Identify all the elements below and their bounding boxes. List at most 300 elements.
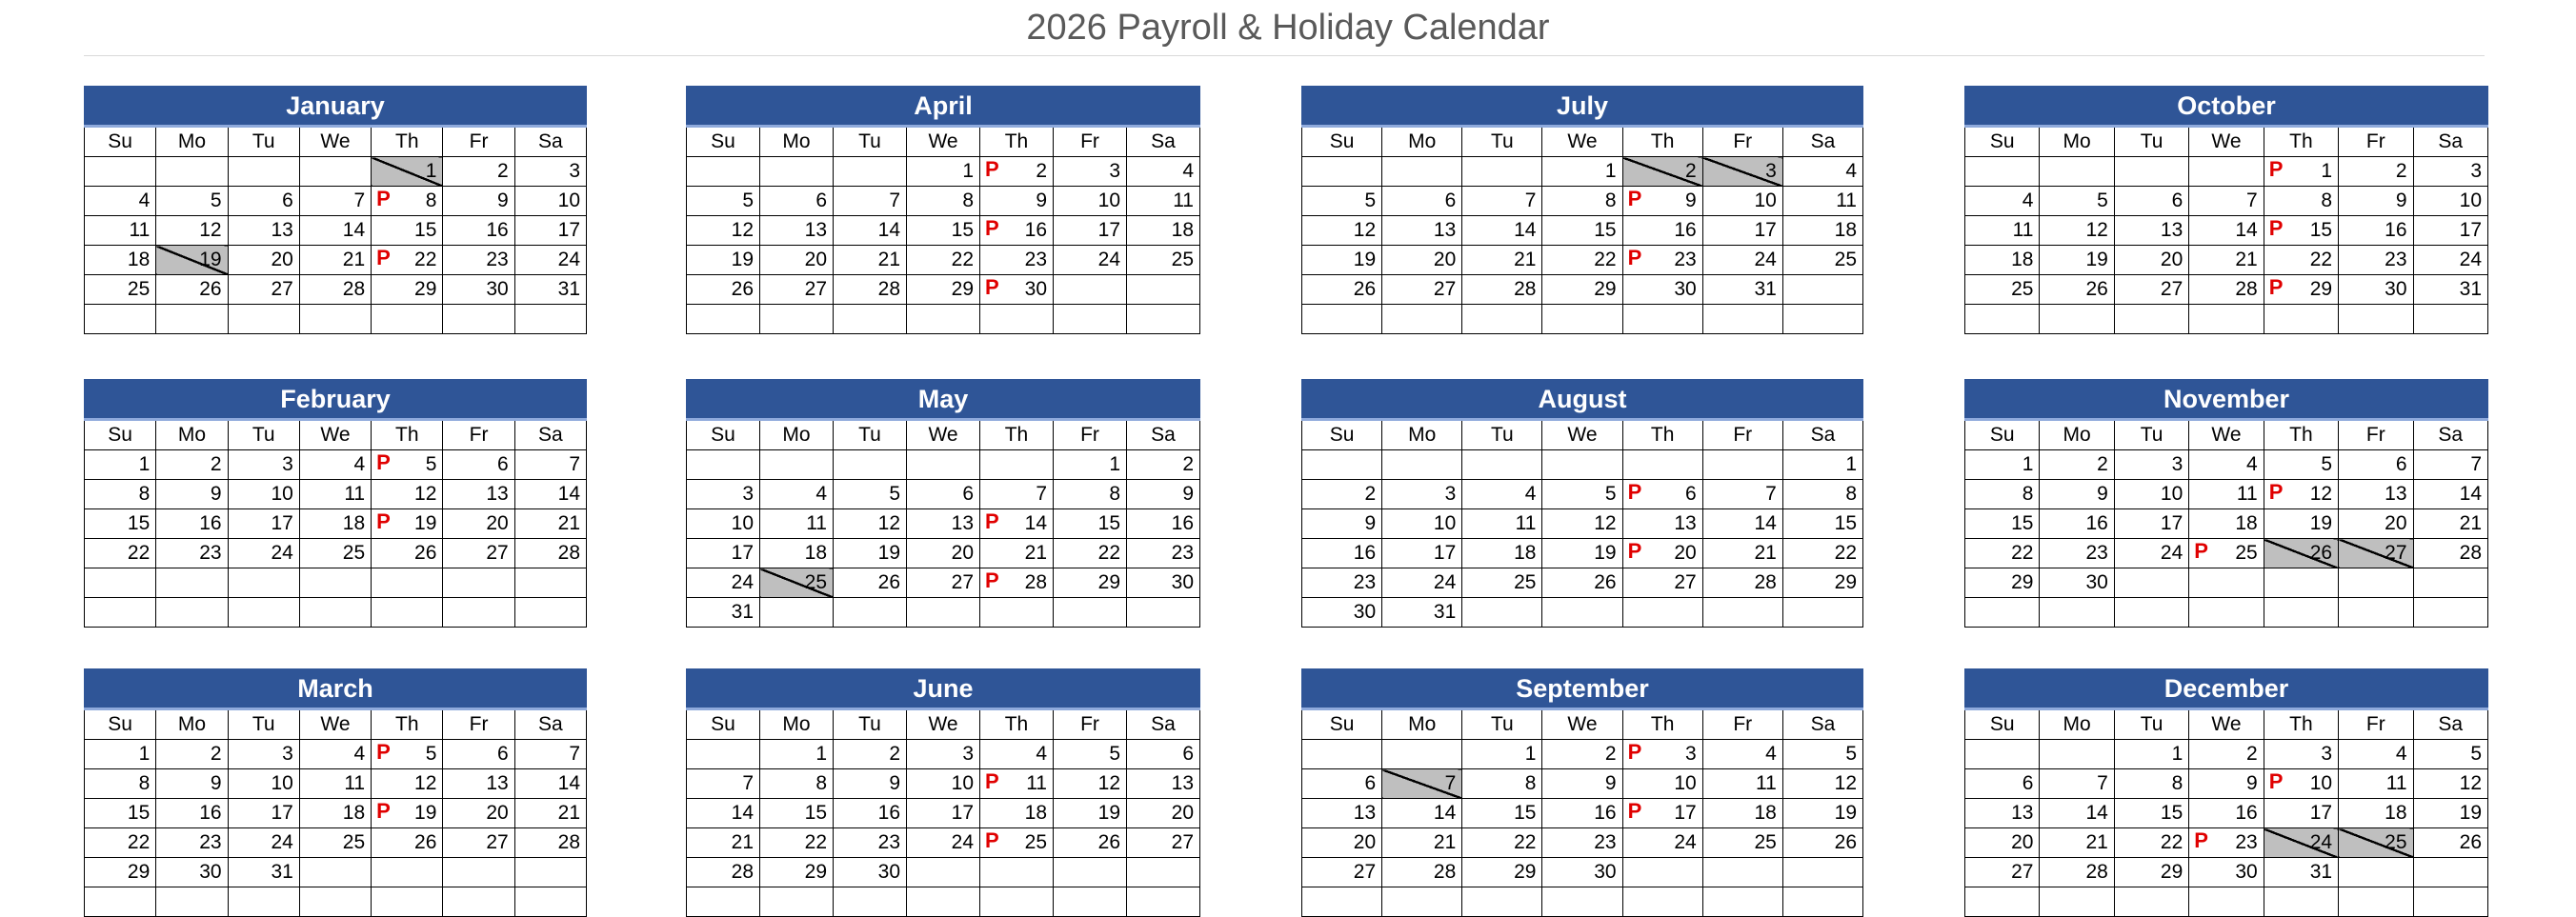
- day-cell: [760, 740, 834, 769]
- day-cell: [1622, 828, 1702, 858]
- empty-day-cell: [2339, 598, 2413, 628]
- day-cell: [2189, 246, 2264, 275]
- day-cell: [228, 799, 299, 828]
- empty-day-cell: [1965, 305, 2040, 334]
- day-cell: [2413, 275, 2487, 305]
- day-cell: [299, 246, 371, 275]
- day-number: 26: [1353, 278, 1377, 300]
- day-cell: [2114, 450, 2188, 480]
- day-number: 10: [271, 772, 293, 794]
- day-number: 2: [497, 160, 509, 182]
- day-number: 17: [271, 512, 293, 534]
- day-number: 20: [2385, 512, 2407, 534]
- weekday-header: Tu: [228, 127, 299, 157]
- month-february: [84, 379, 587, 628]
- day-number: 8: [1845, 483, 1857, 505]
- day-number: 9: [1685, 189, 1697, 211]
- day-number: 8: [815, 772, 827, 794]
- weekday-header: Su: [1965, 420, 2040, 450]
- empty-day-cell: [156, 157, 228, 187]
- day-number: 12: [414, 483, 437, 505]
- day-cell: [1054, 216, 1127, 246]
- day-number: 24: [557, 249, 580, 270]
- day-cell: [1382, 216, 1462, 246]
- day-cell: [907, 246, 980, 275]
- day-number: 20: [2011, 831, 2034, 853]
- day-cell: [1702, 799, 1782, 828]
- day-cell: [1382, 246, 1462, 275]
- day-number: 30: [1024, 278, 1047, 300]
- day-cell: [85, 216, 156, 246]
- day-cell: [514, 157, 586, 187]
- empty-day-cell: [2040, 305, 2114, 334]
- day-number: 23: [877, 831, 900, 853]
- day-cell: [2413, 799, 2487, 828]
- day-number: 7: [1444, 772, 1457, 794]
- empty-day-cell: [687, 740, 760, 769]
- day-number: 24: [2459, 249, 2482, 270]
- empty-day-cell: [299, 598, 371, 628]
- empty-day-cell: [1054, 598, 1127, 628]
- day-cell: [1542, 539, 1622, 568]
- day-cell: [2413, 450, 2487, 480]
- day-cell: [980, 275, 1054, 305]
- day-number: 15: [2309, 219, 2333, 241]
- day-number: 7: [1765, 483, 1777, 505]
- day-number: 6: [962, 483, 974, 505]
- empty-day-cell: [1127, 598, 1200, 628]
- day-number: 24: [271, 831, 293, 853]
- empty-day-cell: [1462, 887, 1542, 917]
- day-cell: [2413, 828, 2487, 858]
- day-number: 21: [877, 249, 900, 270]
- day-number: 16: [199, 802, 222, 824]
- weekday-header: Mo: [760, 709, 834, 740]
- day-cell: [980, 769, 1054, 799]
- empty-day-cell: [980, 305, 1054, 334]
- day-number: 27: [486, 831, 509, 853]
- day-cell: [2040, 799, 2114, 828]
- day-cell: [1302, 246, 1382, 275]
- day-cell: [1622, 769, 1702, 799]
- month-name: December: [1965, 669, 2488, 709]
- day-cell: [1127, 799, 1200, 828]
- day-number: 2: [1364, 483, 1377, 505]
- payday-marker: P: [376, 246, 391, 269]
- day-cell: [907, 157, 980, 187]
- day-number: 12: [1834, 772, 1857, 794]
- day-cell: [907, 740, 980, 769]
- day-number: 28: [2085, 861, 2108, 883]
- day-number: 12: [2085, 219, 2108, 241]
- weekday-header: Fr: [1702, 420, 1782, 450]
- day-cell: [1127, 187, 1200, 216]
- empty-day-cell: [1054, 858, 1127, 887]
- day-number: 20: [1433, 249, 1457, 270]
- weekday-header: Fr: [1054, 127, 1127, 157]
- day-number: 5: [889, 483, 900, 505]
- day-cell: [1965, 799, 2040, 828]
- day-number: 2: [1182, 453, 1194, 475]
- day-number: 25: [1754, 831, 1777, 853]
- day-cell: [299, 480, 371, 509]
- day-cell: [1462, 539, 1542, 568]
- empty-day-cell: [1054, 275, 1127, 305]
- day-number: 22: [1514, 831, 1537, 853]
- day-cell: [443, 740, 514, 769]
- day-cell: [980, 509, 1054, 539]
- day-number: 12: [731, 219, 754, 241]
- day-cell: [2339, 769, 2413, 799]
- day-number: 2: [210, 453, 222, 475]
- day-cell: [372, 187, 443, 216]
- empty-day-cell: [1622, 858, 1702, 887]
- day-number: 15: [1834, 512, 1857, 534]
- day-cell: [2040, 216, 2114, 246]
- weekday-header: Mo: [2040, 709, 2114, 740]
- day-cell: [372, 828, 443, 858]
- weekday-header: We: [1542, 127, 1622, 157]
- weekday-header: Tu: [1462, 127, 1542, 157]
- empty-day-cell: [2114, 568, 2188, 598]
- day-number: 9: [1036, 189, 1047, 211]
- weekday-header: We: [299, 420, 371, 450]
- day-cell: [228, 769, 299, 799]
- empty-day-cell: [2413, 598, 2487, 628]
- day-cell: [1782, 187, 1862, 216]
- weekday-header: Tu: [228, 420, 299, 450]
- day-number: 23: [1171, 542, 1194, 564]
- day-cell: [2040, 246, 2114, 275]
- day-cell: [2189, 740, 2264, 769]
- empty-day-cell: [156, 568, 228, 598]
- day-cell: [443, 539, 514, 568]
- day-number: 24: [2160, 542, 2184, 564]
- day-cell: [1127, 216, 1200, 246]
- payday-marker: P: [376, 509, 391, 533]
- day-cell: [1702, 769, 1782, 799]
- empty-day-cell: [372, 305, 443, 334]
- day-cell: [1622, 216, 1702, 246]
- empty-day-cell: [443, 598, 514, 628]
- day-number: 15: [127, 512, 151, 534]
- empty-day-cell: [760, 450, 834, 480]
- day-number: 4: [2246, 453, 2258, 475]
- month-name: January: [85, 87, 587, 127]
- day-cell: [1054, 828, 1127, 858]
- day-cell: [1127, 509, 1200, 539]
- day-cell: [2189, 450, 2264, 480]
- day-number: 10: [271, 483, 293, 505]
- empty-day-cell: [156, 305, 228, 334]
- day-number: 24: [731, 571, 754, 593]
- day-number: 10: [2459, 189, 2482, 211]
- day-number: 2: [1685, 160, 1697, 182]
- holiday-day-cell: [372, 157, 443, 187]
- day-number: 7: [2246, 189, 2258, 211]
- day-cell: [2413, 539, 2487, 568]
- day-cell: [907, 828, 980, 858]
- empty-day-cell: [760, 157, 834, 187]
- day-cell: [2264, 157, 2338, 187]
- day-number: 3: [282, 453, 293, 475]
- day-cell: [156, 216, 228, 246]
- empty-day-cell: [980, 887, 1054, 917]
- day-number: 16: [1024, 219, 1047, 241]
- day-cell: [1542, 799, 1622, 828]
- day-number: 28: [557, 542, 580, 564]
- day-number: 31: [1433, 601, 1457, 623]
- empty-day-cell: [85, 157, 156, 187]
- day-cell: [1382, 480, 1462, 509]
- day-number: 26: [414, 831, 437, 853]
- month-august: [1301, 379, 1863, 628]
- day-number: 13: [1674, 512, 1697, 534]
- day-cell: [372, 216, 443, 246]
- day-cell: [2114, 480, 2188, 509]
- day-number: 27: [1674, 571, 1697, 593]
- day-cell: [1054, 187, 1127, 216]
- day-cell: [156, 740, 228, 769]
- day-cell: [687, 187, 760, 216]
- empty-day-cell: [1462, 305, 1542, 334]
- day-number: 3: [1685, 743, 1697, 765]
- day-cell: [834, 799, 907, 828]
- day-number: 1: [1109, 453, 1120, 475]
- day-number: 9: [210, 483, 222, 505]
- day-number: 10: [731, 512, 754, 534]
- empty-day-cell: [1542, 598, 1622, 628]
- day-number: 23: [1353, 571, 1377, 593]
- month-july: [1301, 86, 1863, 334]
- day-number: 25: [1834, 249, 1857, 270]
- day-number: 22: [804, 831, 827, 853]
- empty-day-cell: [372, 568, 443, 598]
- empty-day-cell: [1542, 305, 1622, 334]
- day-cell: [228, 858, 299, 887]
- day-number: 26: [731, 278, 754, 300]
- empty-day-cell: [443, 568, 514, 598]
- payday-marker: P: [985, 769, 999, 793]
- day-number: 22: [414, 249, 437, 270]
- day-number: 4: [1036, 743, 1047, 765]
- day-cell: [156, 187, 228, 216]
- day-cell: [156, 769, 228, 799]
- day-number: 19: [199, 249, 222, 270]
- day-number: 12: [877, 512, 900, 534]
- day-number: 24: [1674, 831, 1697, 853]
- day-number: 25: [2011, 278, 2034, 300]
- page-title: 2026 Payroll & Holiday Calendar: [1026, 8, 1550, 48]
- weekday-header: Mo: [156, 709, 228, 740]
- day-number: 18: [2235, 512, 2258, 534]
- day-number: 25: [342, 831, 366, 853]
- day-cell: [1702, 539, 1782, 568]
- day-number: 15: [1097, 512, 1120, 534]
- day-cell: [1302, 216, 1382, 246]
- day-number: 12: [2309, 483, 2333, 505]
- day-number: 17: [2309, 802, 2333, 824]
- day-cell: [687, 509, 760, 539]
- day-cell: [1702, 568, 1782, 598]
- day-cell: [1542, 568, 1622, 598]
- empty-day-cell: [1382, 887, 1462, 917]
- day-number: 14: [557, 483, 580, 505]
- day-cell: [85, 450, 156, 480]
- day-number: 8: [2321, 189, 2333, 211]
- day-cell: [228, 187, 299, 216]
- day-cell: [980, 157, 1054, 187]
- empty-day-cell: [2189, 598, 2264, 628]
- day-cell: [1622, 187, 1702, 216]
- day-number: 23: [199, 542, 222, 564]
- day-number: 28: [731, 861, 754, 883]
- day-cell: [1302, 799, 1382, 828]
- day-number: 1: [425, 160, 437, 182]
- day-number: 29: [414, 278, 437, 300]
- day-number: 1: [815, 743, 827, 765]
- month-october: [1964, 86, 2488, 334]
- day-cell: [834, 187, 907, 216]
- day-number: 1: [1845, 453, 1857, 475]
- empty-day-cell: [1302, 887, 1382, 917]
- day-cell: [1127, 246, 1200, 275]
- day-cell: [1302, 539, 1382, 568]
- day-number: 10: [1097, 189, 1120, 211]
- day-cell: [1965, 187, 2040, 216]
- day-number: 19: [414, 802, 437, 824]
- day-number: 23: [2385, 249, 2407, 270]
- day-cell: [1054, 568, 1127, 598]
- day-number: 16: [1594, 802, 1617, 824]
- day-number: 15: [2160, 802, 2184, 824]
- day-cell: [2040, 509, 2114, 539]
- day-number: 23: [1674, 249, 1697, 270]
- day-cell: [156, 858, 228, 887]
- weekday-header: We: [1542, 420, 1622, 450]
- day-cell: [1542, 769, 1622, 799]
- day-cell: [980, 740, 1054, 769]
- day-cell: [2413, 216, 2487, 246]
- day-number: 20: [486, 512, 509, 534]
- day-number: 8: [138, 772, 151, 794]
- day-cell: [2264, 799, 2338, 828]
- day-cell: [760, 480, 834, 509]
- weekday-header: Sa: [2413, 709, 2487, 740]
- empty-day-cell: [2114, 598, 2188, 628]
- day-number: 10: [2309, 772, 2333, 794]
- day-number: 22: [1834, 542, 1857, 564]
- day-cell: [2040, 450, 2114, 480]
- empty-day-cell: [687, 450, 760, 480]
- day-number: 20: [951, 542, 974, 564]
- day-cell: [2413, 187, 2487, 216]
- empty-day-cell: [2264, 887, 2338, 917]
- day-number: 3: [282, 743, 293, 765]
- weekday-header: Fr: [443, 709, 514, 740]
- day-cell: [85, 480, 156, 509]
- day-number: 4: [2395, 743, 2407, 765]
- day-number: 3: [962, 743, 974, 765]
- day-cell: [1382, 828, 1462, 858]
- day-number: 28: [2235, 278, 2258, 300]
- day-cell: [2339, 275, 2413, 305]
- day-number: 19: [1097, 802, 1120, 824]
- day-number: 1: [2171, 743, 2184, 765]
- day-cell: [1054, 539, 1127, 568]
- day-number: 19: [2459, 802, 2482, 824]
- day-cell: [2114, 216, 2188, 246]
- day-cell: [85, 740, 156, 769]
- weekday-header: Sa: [514, 709, 586, 740]
- day-number: 18: [804, 542, 827, 564]
- day-number: 13: [271, 219, 293, 241]
- day-number: 7: [353, 189, 366, 211]
- empty-day-cell: [2040, 740, 2114, 769]
- day-number: 7: [2097, 772, 2108, 794]
- day-number: 7: [1036, 483, 1047, 505]
- day-number: 13: [1171, 772, 1194, 794]
- day-cell: [760, 828, 834, 858]
- day-number: 17: [951, 802, 974, 824]
- day-number: 9: [2395, 189, 2407, 211]
- day-number: 19: [877, 542, 900, 564]
- day-number: 4: [353, 453, 366, 475]
- day-cell: [1054, 509, 1127, 539]
- day-number: 19: [414, 512, 437, 534]
- day-cell: [687, 568, 760, 598]
- day-cell: [228, 246, 299, 275]
- day-cell: [514, 480, 586, 509]
- day-cell: [2114, 769, 2188, 799]
- day-number: 27: [2160, 278, 2184, 300]
- day-number: 10: [2160, 483, 2184, 505]
- day-number: 30: [1594, 861, 1617, 883]
- day-cell: [1542, 858, 1622, 887]
- day-number: 23: [199, 831, 222, 853]
- day-number: 21: [1514, 249, 1537, 270]
- payday-marker: P: [985, 568, 999, 592]
- day-number: 16: [1171, 512, 1194, 534]
- day-number: 14: [877, 219, 900, 241]
- day-number: 16: [199, 512, 222, 534]
- day-cell: [443, 216, 514, 246]
- day-cell: [760, 539, 834, 568]
- payday-marker: P: [376, 799, 391, 823]
- weekday-header: Mo: [1382, 127, 1462, 157]
- day-number: 5: [1845, 743, 1857, 765]
- day-number: 12: [1097, 772, 1120, 794]
- day-number: 20: [804, 249, 827, 270]
- empty-day-cell: [834, 157, 907, 187]
- empty-day-cell: [1622, 887, 1702, 917]
- day-number: 28: [1754, 571, 1777, 593]
- day-cell: [2339, 480, 2413, 509]
- day-cell: [1127, 539, 1200, 568]
- day-cell: [760, 187, 834, 216]
- day-number: 18: [2385, 802, 2407, 824]
- day-number: 14: [557, 772, 580, 794]
- day-cell: [834, 568, 907, 598]
- month-may: [686, 379, 1200, 628]
- month-name: October: [1965, 87, 2488, 127]
- month-name: April: [687, 87, 1200, 127]
- day-number: 24: [271, 542, 293, 564]
- day-cell: [1702, 216, 1782, 246]
- empty-day-cell: [228, 598, 299, 628]
- weekday-header: Su: [687, 420, 760, 450]
- day-number: 5: [742, 189, 754, 211]
